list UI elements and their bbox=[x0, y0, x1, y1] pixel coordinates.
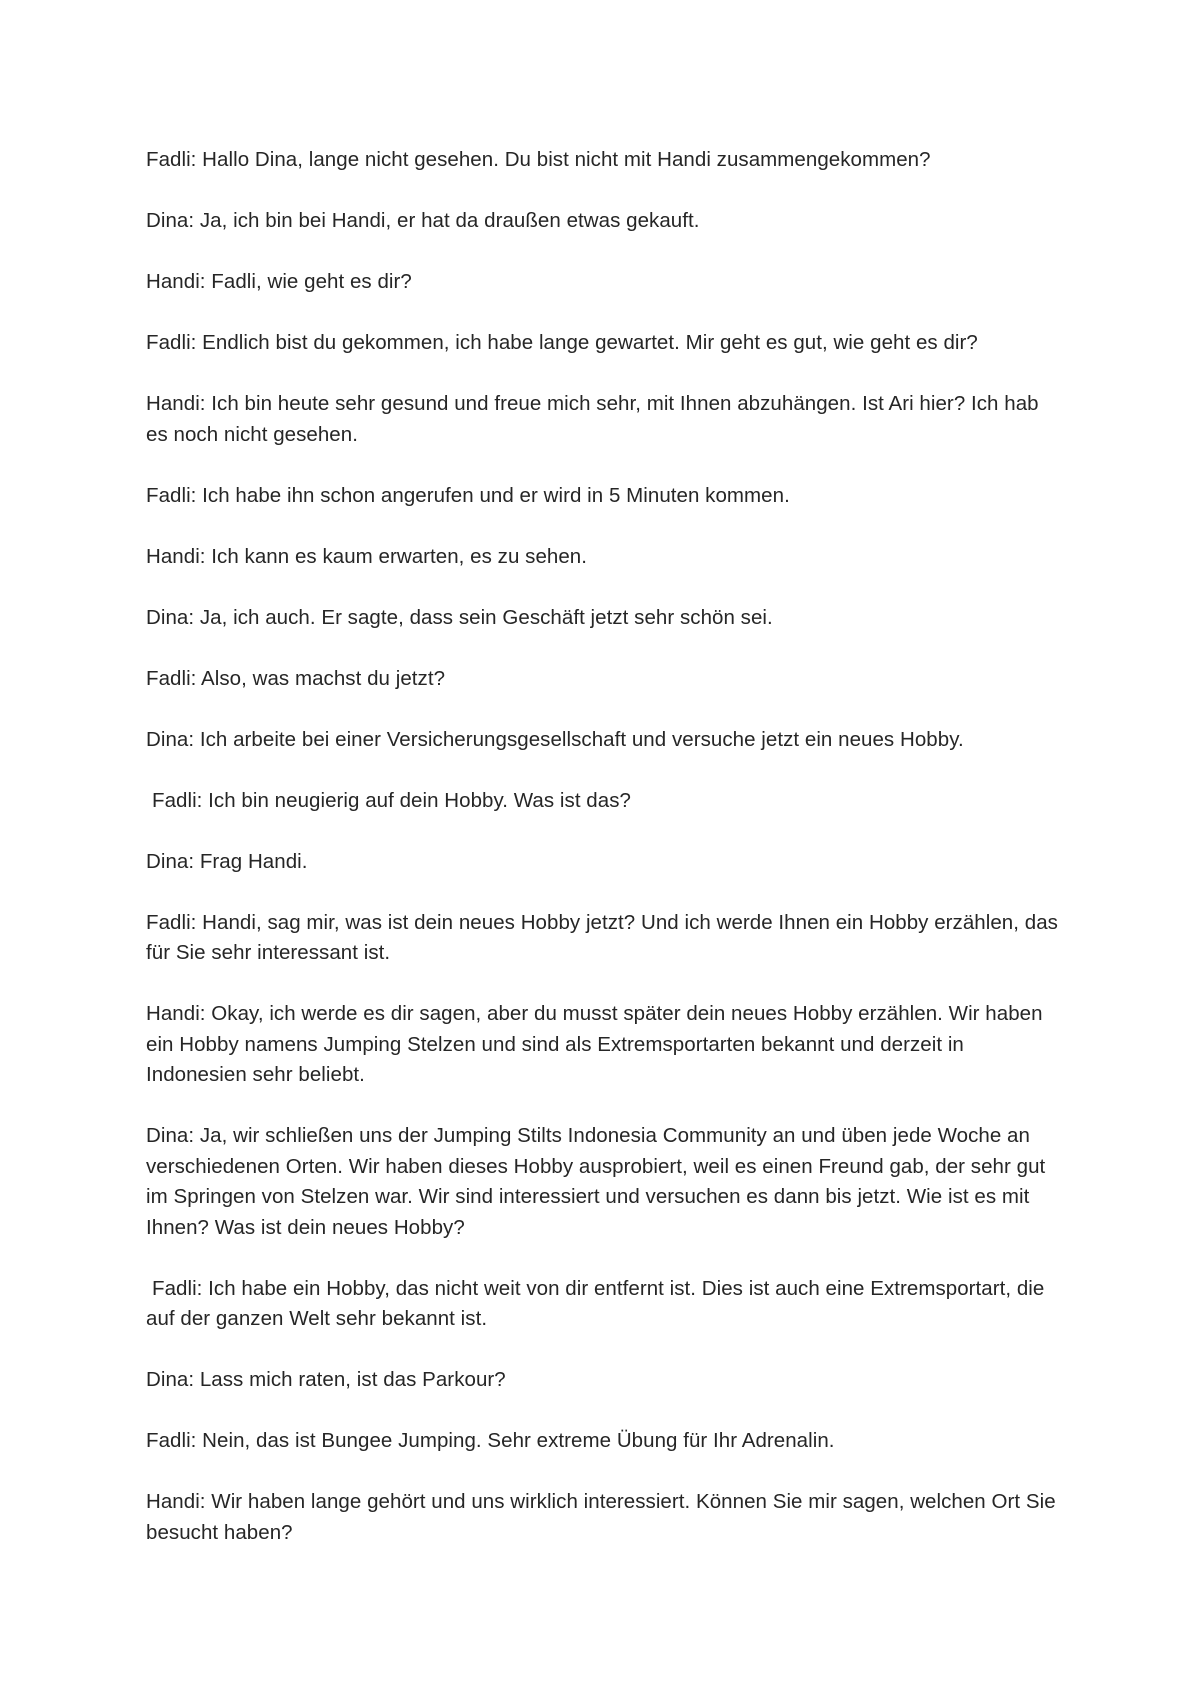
dialogue-line: Fadli: Nein, das ist Bungee Jumping. Sehr extreme Übung für Ihr Adrenalin. bbox=[146, 1429, 835, 1452]
dialogue-line: Handi: Ich kann es kaum erwarten, es zu sehen. bbox=[146, 544, 588, 568]
dialogue-line: Fadli: Hallo Dina, lange nicht gesehen. Du bist nicht mit Handi zusammengekommen? bbox=[146, 148, 931, 171]
dialogue-line: Fadli: Ich habe ein Hobby, das nicht weit von dir entfernt ist. Dies ist auch eine Extremsportart, die auf der ganzen Welt sehr bekannt ist. bbox=[146, 1276, 1045, 1330]
dialogue-line: Handi: Wir haben lange gehört und uns wirklich interessiert. Können Sie mir sagen, welchen Ort Sie besucht haben? bbox=[146, 1490, 1056, 1544]
dialogue-line: Fadli: Endlich bist du gekommen, ich habe lange gewartet. Mir geht es gut, wie geht es dir? bbox=[146, 331, 978, 354]
dialogue-line: Handi: Ich bin heute sehr gesund und freue mich sehr, mit Ihnen abzuhängen. Ist Ari hier? Ich hab es noch nicht gesehen. bbox=[146, 392, 1039, 446]
dialogue-line: Dina: Frag Handi. bbox=[146, 849, 308, 873]
dialogue-line: Dina: Ja, ich bin bei Handi, er hat da draußen etwas gekauft. bbox=[146, 209, 700, 232]
dialogue-line: Fadli: Handi, sag mir, was ist dein neues Hobby jetzt? Und ich werde Ihnen ein Hobby erzählen, das für Sie sehr interessant ist. bbox=[146, 910, 1058, 964]
dialogue-line: Dina: Ja, ich auch. Er sagte, dass sein Geschäft jetzt sehr schön sei. bbox=[146, 605, 773, 629]
dialogue-line: Dina: Ich arbeite bei einer Versicherungsgesellschaft und versuche jetzt ein neues Hobby. bbox=[146, 727, 964, 751]
dialogue-line: Fadli: Also, was machst du jetzt? bbox=[146, 666, 446, 690]
dialogue-line: Handi: Fadli, wie geht es dir? bbox=[146, 270, 412, 293]
dialogue-text bbox=[146, 145, 1066, 1579]
dialogue-line: Fadli: Ich habe ihn schon angerufen und er wird in 5 Minuten kommen. bbox=[146, 483, 790, 507]
dialogue-line: Fadli: Ich bin neugierig auf dein Hobby. Was ist das? bbox=[152, 788, 631, 812]
dialogue-line: Dina: Ja, wir schließen uns der Jumping Stilts Indonesia Community an und üben jede Woche an verschiedenen Orten. Wir haben dieses Hobby ausprobiert, weil es einen Freund gab, der sehr gut im Springen von Stelzen war. Wir sind interessiert und versuchen es dann bis jetzt. Wie ist es mit Ihnen? Was ist dein neues Hobby? bbox=[146, 1124, 1046, 1239]
dialogue-line: Dina: Lass mich raten, ist das Parkour? bbox=[146, 1368, 506, 1391]
dialogue-line: Handi: Okay, ich werde es dir sagen, aber du musst später dein neues Hobby erzählen. Wir haben ein Hobby namens Jumping Stelzen und sind als Extremsportarten bekannt und derzeit in Indonesien sehr beliebt. bbox=[146, 1002, 1043, 1086]
